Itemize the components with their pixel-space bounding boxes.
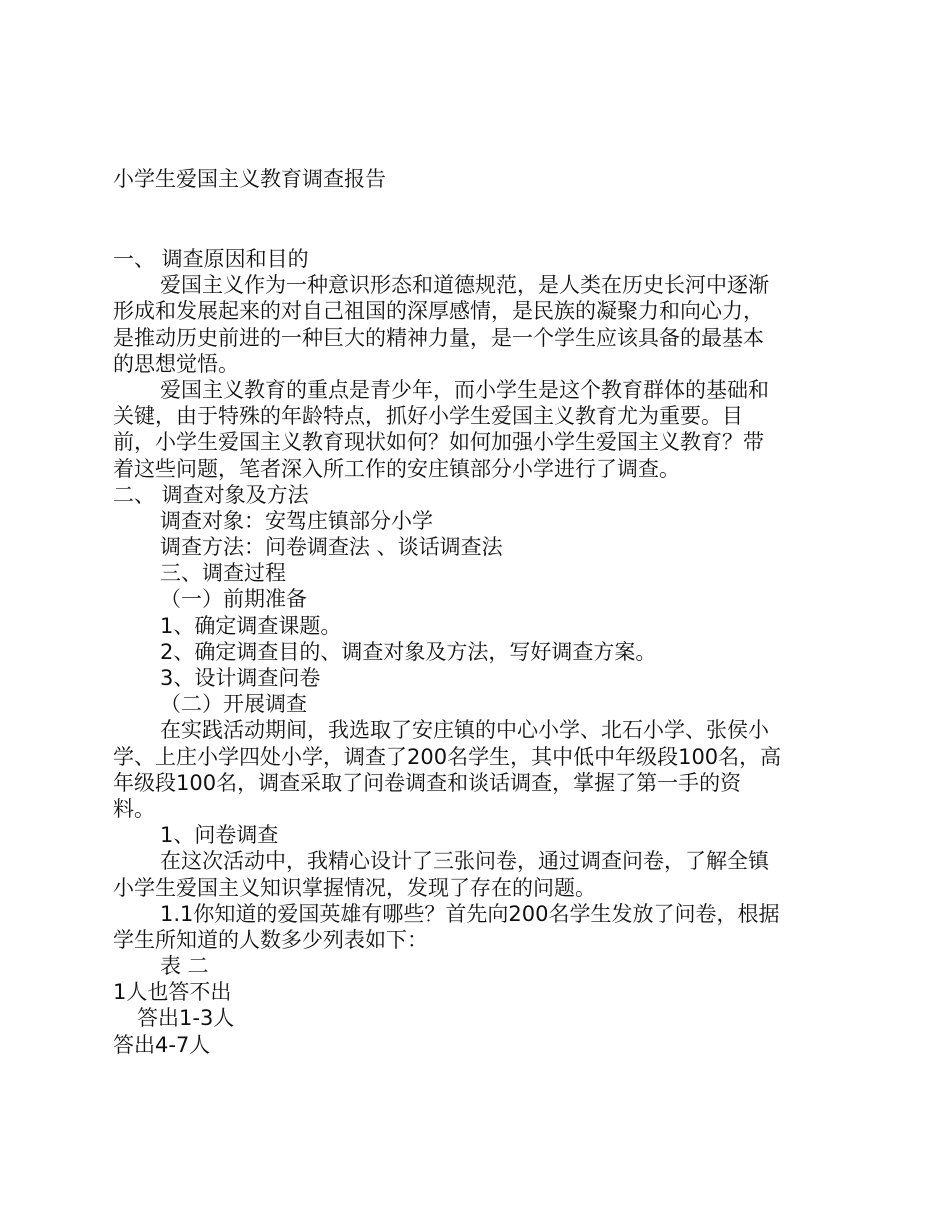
paragraph-line: 料。: [113, 796, 155, 821]
section-heading: 三、调查过程: [160, 561, 286, 586]
subsection-heading: （二）开展调查: [160, 692, 307, 717]
paragraph-line: 前，小学生爱国主义教育现状如何？如何加强小学生爱国主义教育？带: [113, 430, 764, 455]
paragraph-line: 着这些问题，笔者深入所工作的安庄镇部分小学进行了调查。: [113, 456, 680, 481]
paragraph-line: 年级段100名，调查采取了问卷调查和谈话调查，掌握了第一手的资: [113, 770, 742, 795]
paragraph-line: 小学生爱国主义知识掌握情况，发现了存在的问题。: [113, 875, 596, 900]
paragraph-line: 1.1你知道的爱国英雄有哪些？首先向200名学生发放了问卷，根据: [160, 901, 780, 926]
section-heading: 一、 调查原因和目的: [113, 247, 309, 271]
paragraph-line: 调查方法：问卷调查法 、谈话调查法: [160, 535, 503, 560]
paragraph-line: 是推动历史前进的一种巨大的精神力量，是一个学生应该具备的最基本: [113, 325, 764, 350]
paragraph-line: 学、上庄小学四处小学，调查了200名学生，其中低中年级段100名，高: [113, 744, 782, 769]
table-row-label: 答出1-3人: [137, 1006, 235, 1031]
subsection-heading: （一）前期准备: [160, 587, 307, 612]
list-item: 2、确定调查目的、调查对象及方法，写好调查方案。: [160, 639, 657, 664]
paragraph-line: 在这次活动中，我精心设计了三张问卷，通过调查问卷，了解全镇: [160, 849, 769, 874]
paragraph-line: 学生所知道的人数多少列表如下：: [113, 927, 428, 952]
table-row-label: 1人也答不出: [113, 980, 232, 1005]
paragraph-line: 在实践活动期间，我选取了安庄镇的中心小学、北石小学、张侯小: [160, 718, 769, 743]
list-item: 1、确定调查课题。: [160, 613, 342, 638]
table-row-label: 答出4-7人: [113, 1032, 211, 1057]
paragraph-line: 调查对象：安驾庄镇部分小学: [160, 508, 433, 533]
list-item: 3、设计调查问卷: [160, 666, 321, 690]
paragraph-line: 爱国主义作为一种意识形态和道德规范，是人类在历史长河中逐渐: [160, 273, 769, 298]
document-body: [113, 246, 838, 1058]
paragraph-line: 爱国主义教育的重点是青少年，而小学生是这个教育群体的基础和: [160, 377, 769, 402]
section-heading: 二、 调查对象及方法: [113, 482, 309, 507]
paragraph-line: 的思想觉悟。: [113, 351, 239, 376]
subsection-heading: 1、问卷调查: [160, 823, 279, 848]
paragraph-line: 形成和发展起来的对自己祖国的深厚感情，是民族的凝聚力和向心力，: [113, 299, 764, 324]
paragraph-line: 关键，由于特殊的年龄特点，抓好小学生爱国主义教育尤为重要。目: [113, 404, 743, 429]
document-title: 小学生爱国主义教育调查报告: [113, 167, 386, 191]
table-caption: 表 二: [160, 954, 209, 979]
